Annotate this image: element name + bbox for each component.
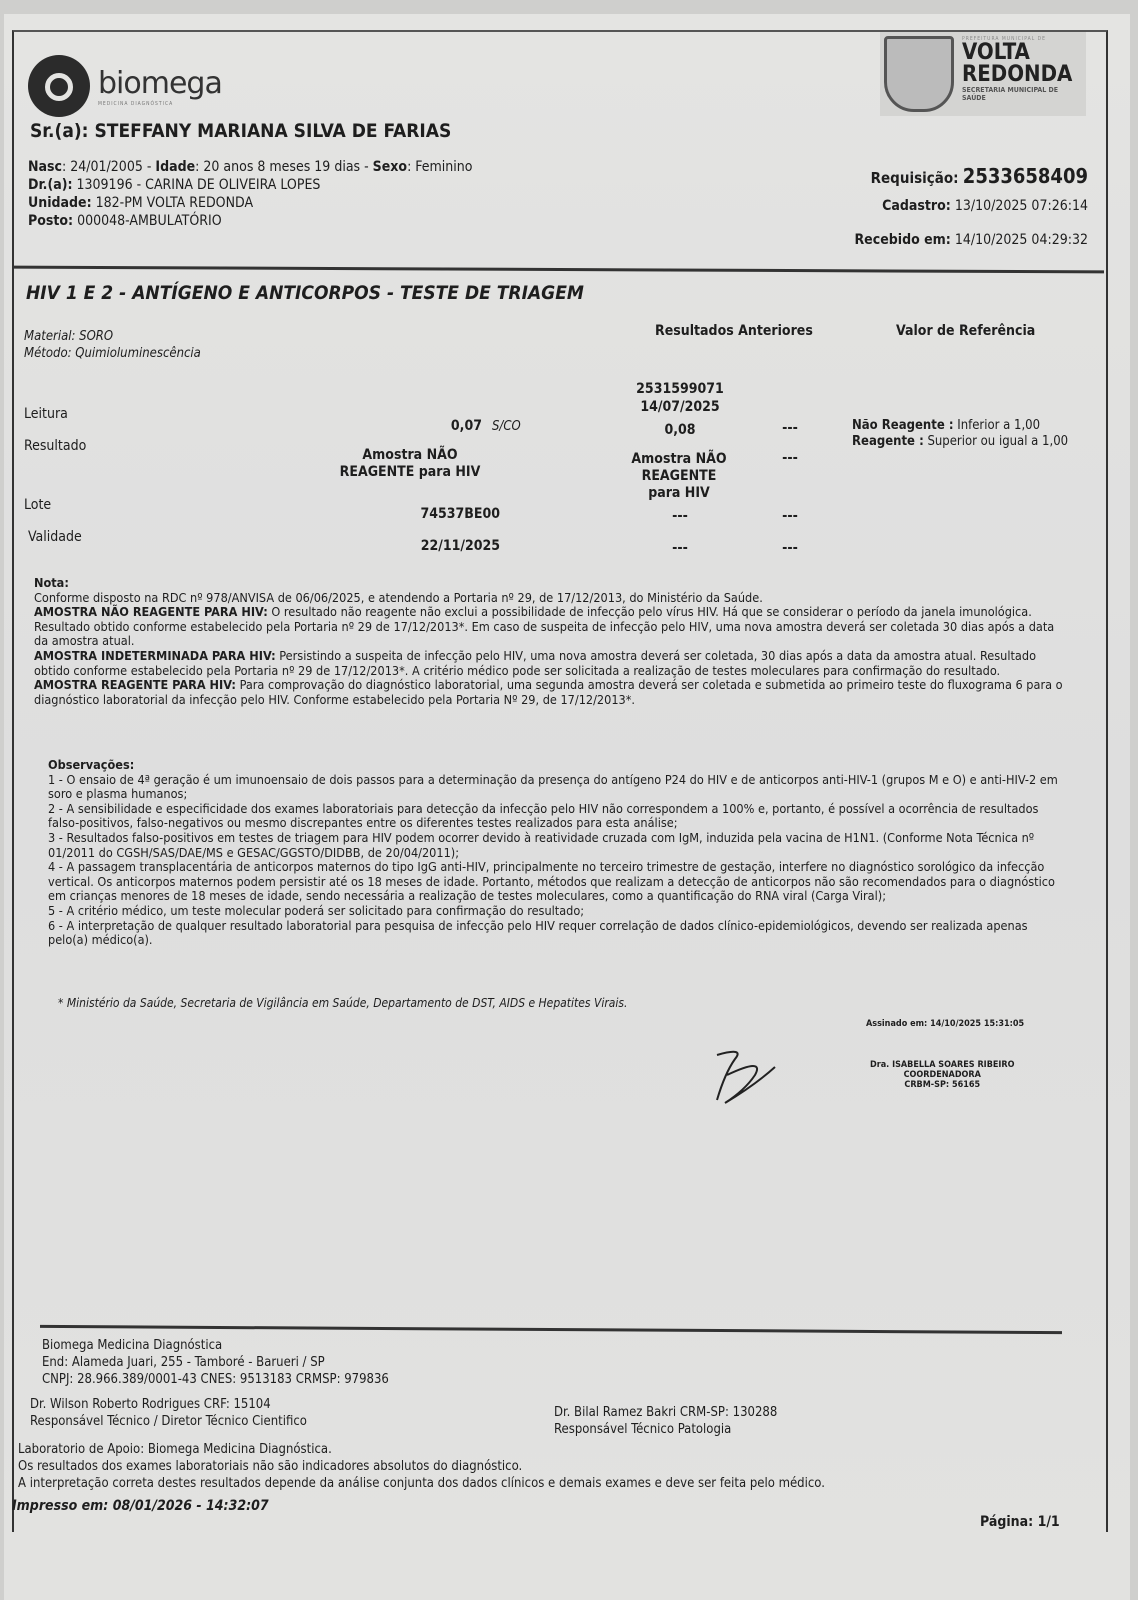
observacao-item: 1 - O ensaio de 4ª geração é um imunoensaio de dois passos para a determinação da presença do antígeno P24 do HIV e de anticorpos anti-HIV-1 (grupos M e O) e anti-HIV-2 em soro e plasma humanos;: [48, 771, 1058, 802]
resp2-name: Dr. Bilal Ramez Bakri CRM-SP: 130288: [554, 1405, 778, 1420]
posto-value: 000048-AMBULATÓRIO: [73, 213, 222, 229]
exam-material-method: [24, 328, 201, 362]
leitura-prev: 0,08: [664, 422, 696, 438]
observacao-item: 6 - A interpretação de qualquer resultado laboratorial para pesquisa de infecção pelo HIV requer correlação de dados clínico-epidemiológicos, devendo ser realizada apenas pelo(a) médico(a).: [48, 917, 1028, 948]
partner-name-2: REDONDA: [962, 62, 1073, 87]
ref-r-label: Reagente :: [852, 434, 924, 449]
requisicao-value: 2533658409: [962, 164, 1088, 188]
nota-label: AMOSTRA REAGENTE PARA HIV:: [34, 677, 236, 693]
page-number: Página: 1/1: [980, 1514, 1060, 1530]
patient-info: [28, 158, 472, 230]
nota-section: [34, 576, 1064, 707]
disclaimer-2: A interpretação correta destes resultados depende da análise conjunta dos dados clínicos e demais exames e deve ser feita pelo médico.: [18, 1476, 825, 1491]
row-label-validade: Validade: [28, 529, 82, 545]
reference-header: Valor de Referência: [896, 323, 1036, 339]
observacao-item: 3 - Resultados falso-positivos em testes de triagem para HIV podem ocorrer devido à reatividade cruzada com IgM, induzida pela vacina de H1N1. (Conforme Nota Técnica nº 01/2011 do CGSH/SAS/DAE/MS e GESAC/GGSTO/DIDBB, de 20/04/2011);: [48, 829, 1035, 860]
lote-value: 74537BE00: [420, 506, 500, 522]
biomega-logo-icon: [28, 55, 90, 117]
requisicao: [871, 164, 1088, 188]
signer-crbm: CRBM-SP: 56165: [904, 1080, 981, 1090]
lote-prev2: ---: [782, 508, 798, 524]
reference-values: [852, 418, 1082, 450]
nota-text: Para comprovação do diagnóstico laboratorial, uma segunda amostra deverá ser coletada e submetida ao primeiro teste do fluxograma 6 para o diagnóstico laboratorial da infecção pelo HIV. Conforme estabelecido pela Portaria Nº 29, de 17/12/2013*.: [34, 677, 1063, 707]
prev-date: 14/07/2025: [640, 399, 720, 415]
doctor-label: Dr.(a):: [28, 177, 73, 193]
leitura-value: 0,07: [450, 418, 482, 434]
cadastro-label: Cadastro:: [882, 198, 951, 214]
nasc-value: : 24/01/2005 -: [62, 159, 156, 175]
city-crest-icon: [884, 36, 954, 112]
patient-name-value: STEFFANY MARIANA SILVA DE FARIAS: [94, 120, 452, 142]
recebido-value: 14/10/2025 04:29:32: [954, 232, 1088, 248]
patient-name-label: Sr.(a):: [30, 120, 89, 142]
lote-prev: ---: [672, 508, 688, 524]
recebido: [854, 232, 1088, 248]
resultado-prev2: ---: [782, 450, 798, 466]
row-label-lote: Lote: [24, 497, 52, 513]
signer-role: COORDENADORA: [903, 1070, 981, 1080]
cadastro: [882, 198, 1088, 214]
exam-title: HIV 1 E 2 - ANTÍGENO E ANTICORPOS - TESTE DE TRIAGEM: [26, 282, 584, 304]
logo-text: biomega: [98, 65, 222, 101]
row-label-resultado: Resultado: [24, 438, 87, 454]
material: Material: SORO: [24, 329, 114, 344]
prev-result-id: [620, 380, 740, 416]
resp1-name: Dr. Wilson Roberto Rodrigues CRF: 15104: [30, 1397, 271, 1412]
resp1-role: Responsável Técnico / Diretor Técnico Cientifico: [30, 1414, 307, 1429]
volta-redonda-logo: [880, 32, 1086, 116]
posto-label: Posto:: [28, 213, 74, 229]
partner-name-1: VOLTA: [962, 40, 1030, 65]
patient-name: [30, 120, 451, 142]
ref-nr-value: Inferior a 1,00: [953, 418, 1041, 433]
row-label-leitura: Leitura: [24, 406, 68, 422]
prev-results-header: Resultados Anteriores: [655, 323, 813, 339]
cadastro-value: 13/10/2025 07:26:14: [954, 198, 1088, 214]
resp-tecnico-1: [30, 1396, 307, 1430]
nasc-label: Nasc: [28, 159, 63, 175]
resultado-prev: Amostra NÃO REAGENTE para HIV: [631, 451, 727, 501]
nota-label: AMOSTRA INDETERMINADA PARA HIV:: [34, 647, 276, 663]
resp2-role: Responsável Técnico Patologia: [554, 1422, 732, 1437]
partner-pre: PREFEITURA MUNICIPAL DE: [962, 36, 1046, 42]
idade-label: Idade: [155, 159, 196, 175]
idade-value: : 20 anos 8 meses 19 dias -: [195, 159, 373, 175]
sexo-value: : Feminino: [407, 159, 473, 175]
logo-subtitle: MEDICINA DIAGNÓSTICA: [98, 100, 174, 107]
resp-tecnico-2: [554, 1404, 777, 1438]
lab-name: Biomega Medicina Diagnóstica: [42, 1338, 223, 1353]
observacoes-section: [48, 758, 1058, 948]
validade-prev2: ---: [782, 540, 798, 556]
partner-dept: SECRETARIA MUNICIPAL DE SAÚDE: [962, 86, 1059, 102]
sexo-label: Sexo: [372, 159, 408, 175]
resultado-value: Amostra NÃO REAGENTE para HIV: [339, 447, 481, 480]
signer-block: [870, 1060, 1015, 1090]
ref-nr-label: Não Reagente :: [852, 418, 954, 433]
metodo: Método: Quimioluminescência: [24, 346, 201, 361]
nota-text: Persistindo a suspeita de infecção pelo HIV, uma nova amostra deverá ser coletada, 30 dias após a data da amostra atual. Resultado obtido conforme estabelecido pela Portaria nº 29 de 17/12/2013*. A critério médico pode ser solicitada a realização de testes moleculares para confirmação do resultado.: [34, 647, 1037, 678]
apoio: Laboratorio de Apoio: Biomega Medicina Diagnóstica.: [18, 1442, 332, 1457]
nota-title: Nota:: [34, 575, 69, 590]
biomega-logo: [28, 55, 222, 117]
observacoes-title: Observações:: [48, 757, 135, 772]
observacao-item: 2 - A sensibilidade e especificidade dos exames laboratoriais para detecção da infecção pelo HIV não correspondem a 100% e, portanto, é possível a ocorrência de resultados falso-positivos, falso-negativos ou mesmo discrepantes entre os diferentes testes realizados para esta análise;: [48, 800, 1039, 831]
signer-name: Dra. ISABELLA SOARES RIBEIRO: [870, 1060, 1015, 1070]
leitura-unit: S/CO: [492, 419, 521, 434]
unidade-label: Unidade:: [28, 195, 92, 211]
prev-id: 2531599071: [636, 381, 724, 397]
observacao-item: 5 - A critério médico, um teste molecular poderá ser solicitado para confirmação do resultado;: [48, 902, 585, 918]
disclaimers: [18, 1441, 825, 1492]
doctor-value: 1309196 - CARINA DE OLIVEIRA LOPES: [72, 177, 321, 193]
handwritten-signature: [705, 1045, 780, 1110]
nota-text: O resultado não reagente não exclui a possibilidade de infecção pelo vírus HIV. Há que se considerar o período da janela imunológica. Resultado obtido conforme estabelecido pela Portaria nº 29 de 17/12/2013*. Em caso de suspeita de infecção pelo HIV, uma nova amostra deverá ser coletada 30 dias após a data da amostra atual.: [34, 604, 1055, 649]
lab-ids: CNPJ: 28.966.389/0001-43 CNES: 9513183 CRMSP: 979836: [42, 1372, 389, 1387]
signed-at: Assinado em: 14/10/2025 15:31:05: [866, 1019, 1025, 1029]
observacao-item: 4 - A passagem transplacentária de anticorpos maternos do tipo IgG anti-HIV, principalmente no terceiro trimestre de gestação, interfere no diagnóstico sorológico da infecção vertical. Os anticorpos maternos podem persistir até os 18 meses de idade. Portanto, métodos que realizam a detecção de anticorpos não são recomendados para o diagnóstico em crianças menores de 18 meses de idade, sendo necessária a realização de testes moleculares, como a quantificação do RNA viral (Carga Viral);: [48, 859, 1055, 904]
nota-intro: Conforme disposto na RDC nº 978/ANVISA de 06/06/2025, e atendendo a Portaria nº 29, de 17/12/2013, do Ministério da Saúde.: [34, 589, 763, 605]
validade-value: 22/11/2025: [420, 538, 500, 554]
unidade-value: 182-PM VOLTA REDONDA: [91, 195, 254, 211]
leitura-prev2: ---: [782, 420, 798, 436]
nota-label: AMOSTRA NÃO REAGENTE PARA HIV:: [34, 604, 268, 620]
lab-address: End: Alameda Juari, 255 - Tamboré - Barueri / SP: [42, 1355, 325, 1370]
source-note: * Ministério da Saúde, Secretaria de Vigilância em Saúde, Departamento de DST, AIDS e Hepatites Virais.: [58, 996, 628, 1010]
ref-r-value: Superior ou igual a 1,00: [923, 434, 1069, 449]
printed-at: Impresso em: 08/01/2026 - 14:32:07: [12, 1498, 269, 1514]
disclaimer-1: Os resultados dos exames laboratoriais não são indicadores absolutos do diagnóstico.: [18, 1459, 523, 1474]
recebido-label: Recebido em:: [854, 232, 951, 248]
validade-prev: ---: [672, 540, 688, 556]
requisicao-label: Requisição:: [870, 169, 959, 187]
lab-info: [42, 1337, 389, 1388]
